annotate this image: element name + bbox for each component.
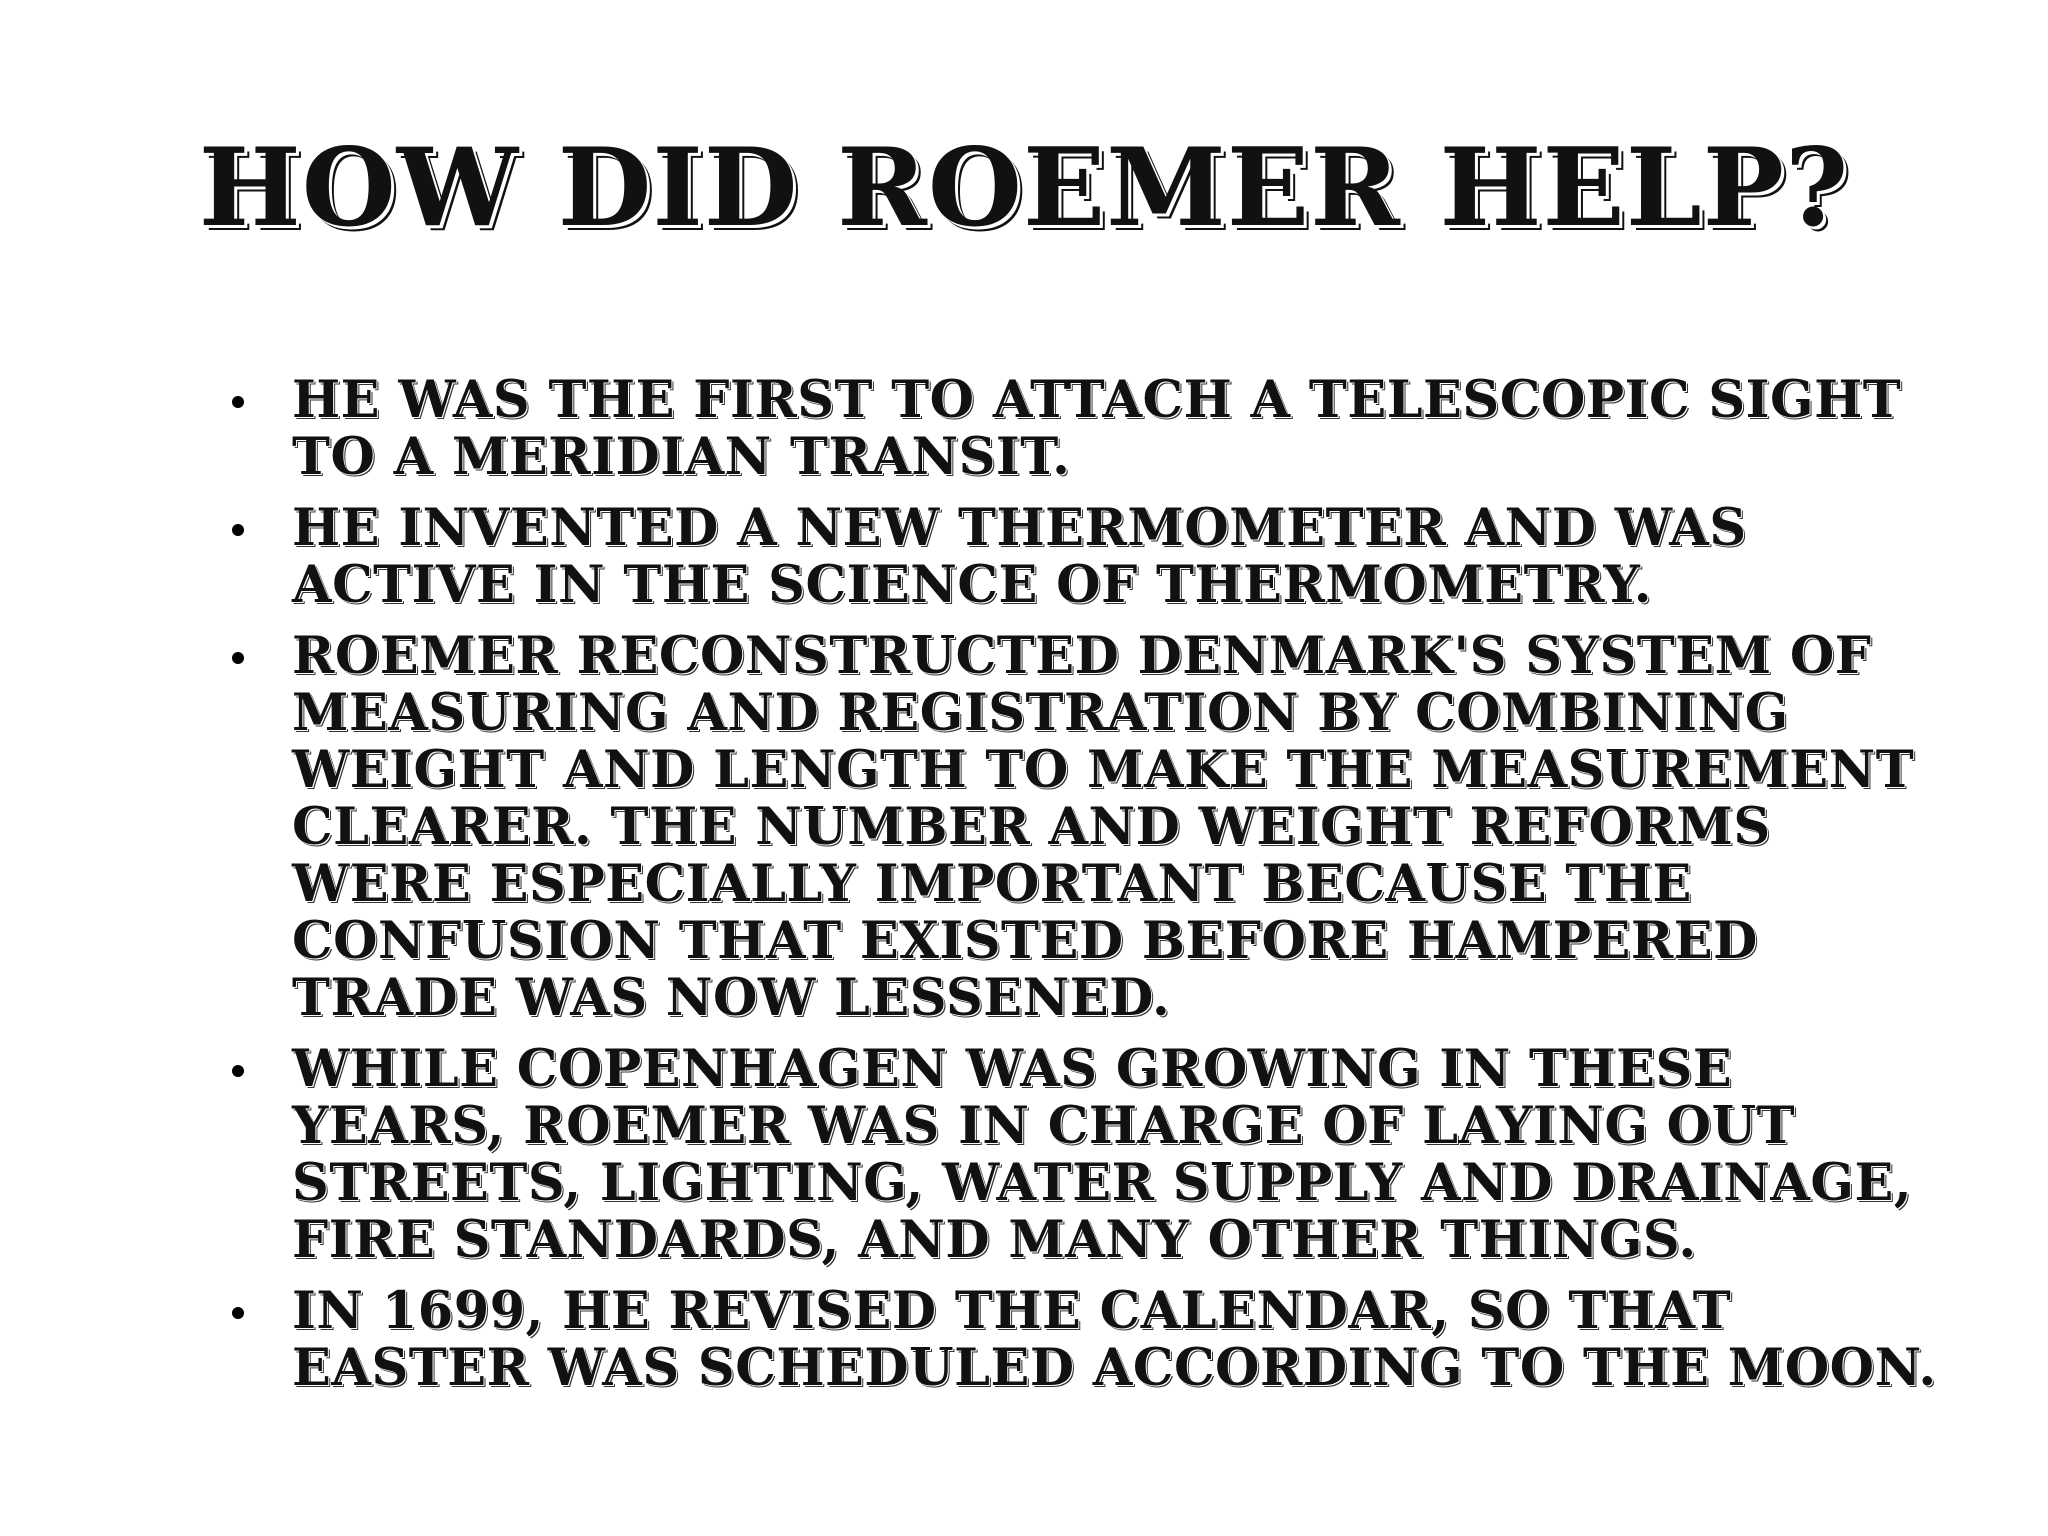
bullet-item [232, 1283, 1962, 1397]
bullet-item [232, 1041, 1962, 1269]
bullet-text: HE INVENTED A NEW THERMOMETER AND WAS ACTIVE IN THE SCIENCE OF THERMOMETRY. [292, 498, 1747, 615]
bullet-text: HE WAS THE FIRST TO ATTACH A TELESCOPIC SIGHT TO A MERIDIAN TRANSIT. [292, 370, 1902, 487]
bullet-icon [232, 396, 244, 408]
bullet-text: ROEMER RECONSTRUCTED DENMARK'S SYSTEM OF MEASURING AND REGISTRATION BY COMBINING WEIGHT AND LENGTH TO MAKE THE MEASUREMENT CLEARER. THE NUMBER AND WEIGHT REFORMS WERE ESPECIALLY IMPORTANT BECAUSE THE CONFUSION THAT EXISTED BEFORE HAMPERED TRADE WAS NOW LESSENED. [292, 626, 1915, 1028]
bullet-icon [232, 1065, 244, 1077]
bullet-item [232, 628, 1962, 1027]
bullet-item [232, 372, 1962, 486]
bullet-text: WHILE COPENHAGEN WAS GROWING IN THESE YEARS, ROEMER WAS IN CHARGE OF LAYING OUT STREETS, LIGHTING, WATER SUPPLY AND DRAINAGE, FIRE STANDARDS, AND MANY OTHER THINGS. [292, 1039, 1913, 1270]
bullet-icon [232, 652, 244, 664]
bullet-list [232, 372, 1962, 1411]
bullet-icon [232, 524, 244, 536]
bullet-text: IN 1699, HE REVISED THE CALENDAR, SO THAT EASTER WAS SCHEDULED ACCORDING TO THE MOON. [292, 1281, 1937, 1398]
bullet-item [232, 500, 1962, 614]
bullet-icon [232, 1307, 244, 1319]
slide-title: HOW DID ROEMER HELP? [198, 125, 1850, 251]
